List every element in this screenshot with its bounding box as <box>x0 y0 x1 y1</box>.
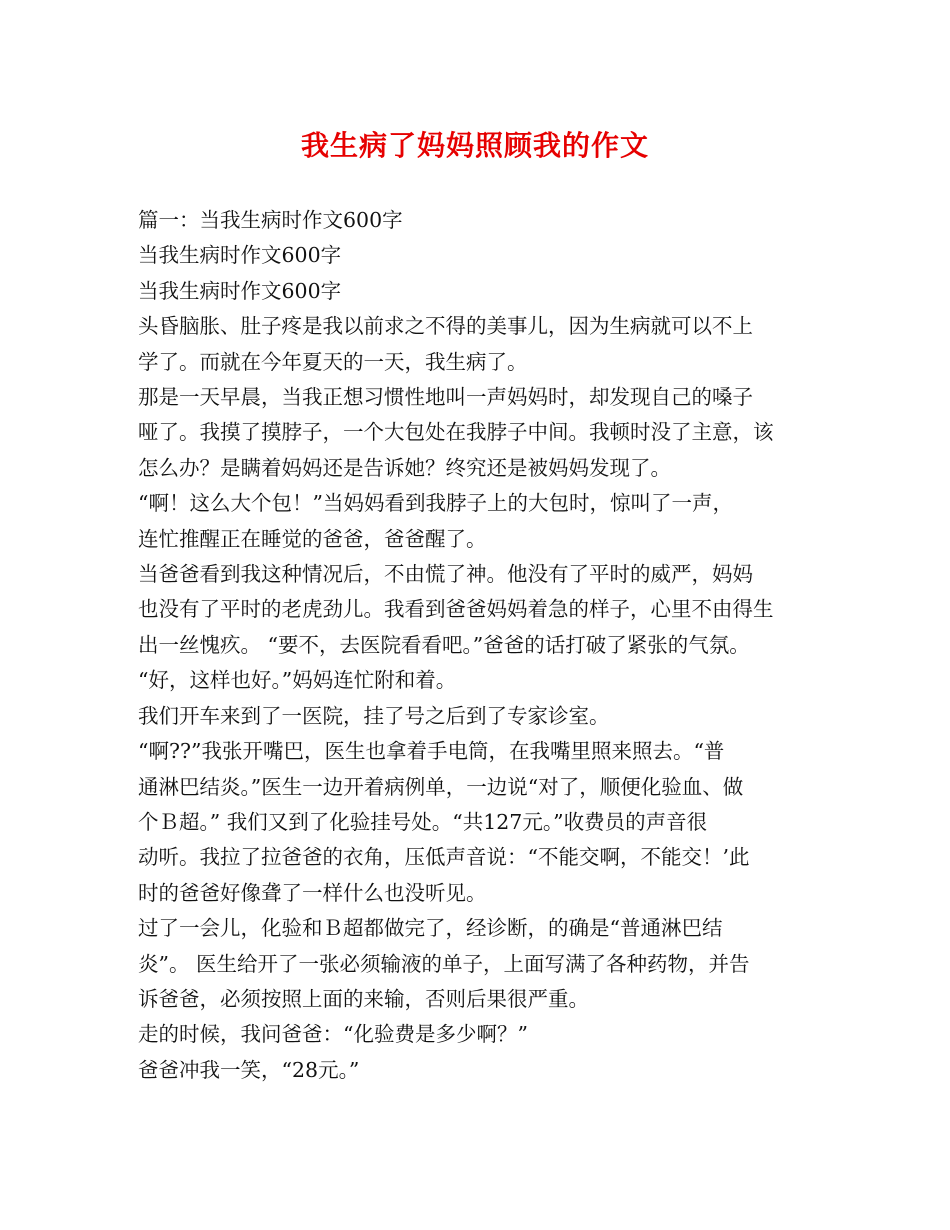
paragraph-line: 出一丝愧疚。 “要不，去医院看看吧。”爸爸的话打破了紧张的气氛。 <box>138 632 750 657</box>
document-body <box>138 203 828 1088</box>
paragraph-line: 当我生病时作文600字 <box>138 278 342 303</box>
document-title: 我生病了妈妈照顾我的作文 <box>300 129 649 162</box>
paragraph-line: 篇一：当我生病时作文600字 <box>138 208 403 232</box>
paragraph-line: 时的爸爸好像聋了一样什么也没听见。 <box>138 880 487 905</box>
paragraph-line: 通淋巴结炎。”医生一边开着病例单，一边说“对了，顺便化验血、做 <box>138 774 744 799</box>
paragraph-line: 哑了。我摸了摸脖子，一个大包处在我脖子中间。我顿时没了主意，该 <box>138 420 774 445</box>
paragraph-line: 学了。而就在今年夏天的一天，我生病了。 <box>138 349 528 374</box>
paragraph-line: 个Ｂ超。” 我们又到了化验挂号处。“共127元。”收费员的声音很 <box>138 809 708 834</box>
paragraph-line: 头昏脑胀、肚子疼是我以前求之不得的美事儿，因为生病就可以不上 <box>138 314 753 339</box>
paragraph-line: 我们开车来到了一医院，挂了号之后到了专家诊室。 <box>138 703 610 728</box>
paragraph-line: 也没有了平时的老虎劲儿。我看到爸爸妈妈着急的样子，心里不由得生 <box>138 597 774 622</box>
paragraph-line: “啊！这么大个包！”当妈妈看到我脖子上的大包时，惊叫了一声， <box>138 491 733 516</box>
paragraph-line: 怎么办？是瞒着妈妈还是告诉她？终究还是被妈妈发现了。 <box>138 455 671 480</box>
paragraph-line: 炎”。 医生给开了一张必须输液的单子，上面写满了各种药物，并告 <box>138 951 750 976</box>
paragraph-line: 那是一天早晨，当我正想习惯性地叫一声妈妈时，却发现自己的嗓子 <box>138 385 753 410</box>
paragraph-line: 连忙推醒正在睡觉的爸爸，爸爸醒了。 <box>138 526 487 551</box>
paragraph-line: 诉爸爸，必须按照上面的来输，否则后果很严重。 <box>138 986 589 1011</box>
paragraph-line: “好，这样也好。”妈妈连忙附和着。 <box>138 668 457 693</box>
paragraph-line: 动听。我拉了拉爸爸的衣角，压低声音说：“不能交啊，不能交！’此 <box>138 845 750 870</box>
paragraph-line: “啊??”我张开嘴巴，医生也拿着手电筒，在我嘴里照来照去。“普 <box>138 739 725 764</box>
paragraph-line: 走的时候，我问爸爸：“化验费是多少啊？” <box>138 1022 528 1047</box>
paragraph-line: 当爸爸看到我这种情况后，不由慌了神。他没有了平时的威严，妈妈 <box>138 562 753 587</box>
paragraph-line: 当我生病时作文600字 <box>138 243 342 268</box>
paragraph-line: 过了一会儿，化验和Ｂ超都做完了，经诊断，的确是“普通淋巴结 <box>138 916 723 941</box>
paragraph-line: 爸爸冲我一笑，“28元。” <box>138 1057 360 1082</box>
